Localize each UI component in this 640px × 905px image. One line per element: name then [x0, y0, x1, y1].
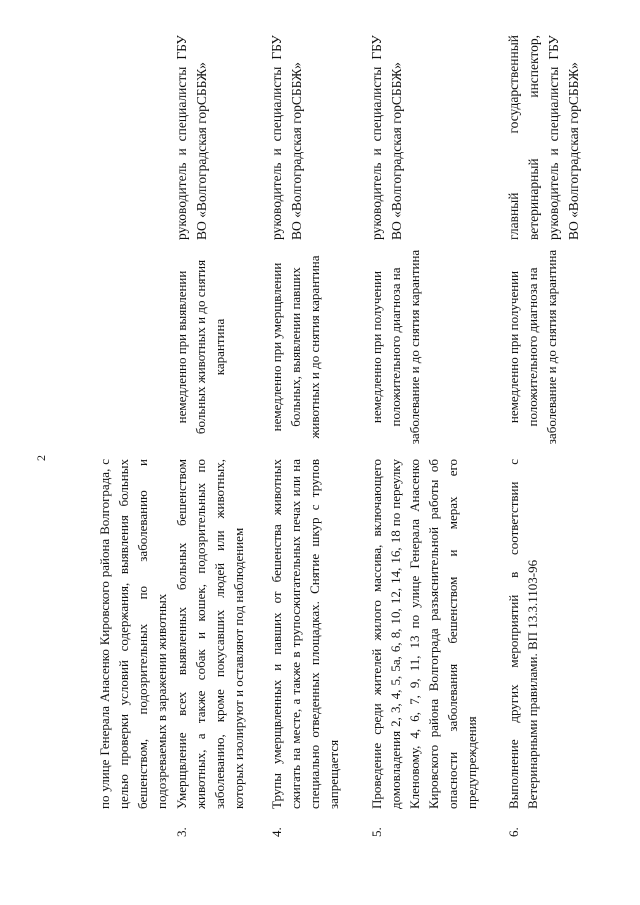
- measure-text: Выполнение других мероприятий в соответствии с Ветеринарными правилами. ВП 13.3.1103-96: [506, 459, 540, 809]
- responsible-text: руководитель и специалисты ГБУ ВО «Волгоградская горСББЖ»: [369, 35, 404, 240]
- row-number: 5.: [369, 827, 384, 837]
- responsible-text: руководитель и специалисты ГБУ ВО «Волгоградская горСББЖ»: [269, 35, 304, 240]
- responsible-text: руководитель и специалисты ГБУ ВО «Волгоградская горСББЖ»: [174, 35, 209, 240]
- term-text: немедленно при выявлении больных животных и до снятия карантина: [174, 259, 227, 435]
- measure-text: Трупы умерщвленных и павших от бешенства животных сжигать на месте, а также в трупосжигательных печах или на специально отведенных площадках. Снятие шкур с трупов запрещается: [269, 459, 341, 809]
- term-text: немедленно при умерщвлении больных, выявлении павших животных и до снятия карантина: [269, 255, 322, 439]
- continuation-text: по улице Генерала Анасенко Кировского района Волгограда, с целью проверки условий содержания, выявления больных бешенством, подозрительных по заболеванию и подозреваемых в заражении животных: [97, 459, 169, 809]
- measure-text: Проведение среди жителей жилого массива, включающего домовладения 2, 3, 4, 5, 5а, 6, 8, 10, 12, 14, 16, 18 по переулку Кленовому, 4, 6, 7, 9, 11, 13 по улице Генерала Анасенко Кировского района Волгограда разъяснительной работы об опасности заболевания бешенством и мерах его предупреждения: [369, 459, 479, 809]
- row-number: 4.: [269, 827, 284, 837]
- term-text: немедленно при получении положительного диагноза на заболевание и до снятия карантина: [506, 249, 559, 445]
- row-number: 3.: [174, 827, 189, 837]
- term-text: немедленно при получении положительного диагноза на заболевание и до снятия карантина: [369, 249, 422, 445]
- row-number: 6.: [506, 827, 521, 837]
- measure-text: Умерщвление всех выявленных больных бешенством животных, а также собак и кошек, подозрительных по заболеванию, кроме покусавших людей или животных, которых изолируют и оставляют под наблюдением: [174, 459, 246, 809]
- responsible-text: главный государственный ветеринарный инспектор, руководитель и специалисты ГБУ ВО «Волгоградская горСББЖ»: [506, 35, 581, 240]
- page-number: 2: [34, 455, 48, 461]
